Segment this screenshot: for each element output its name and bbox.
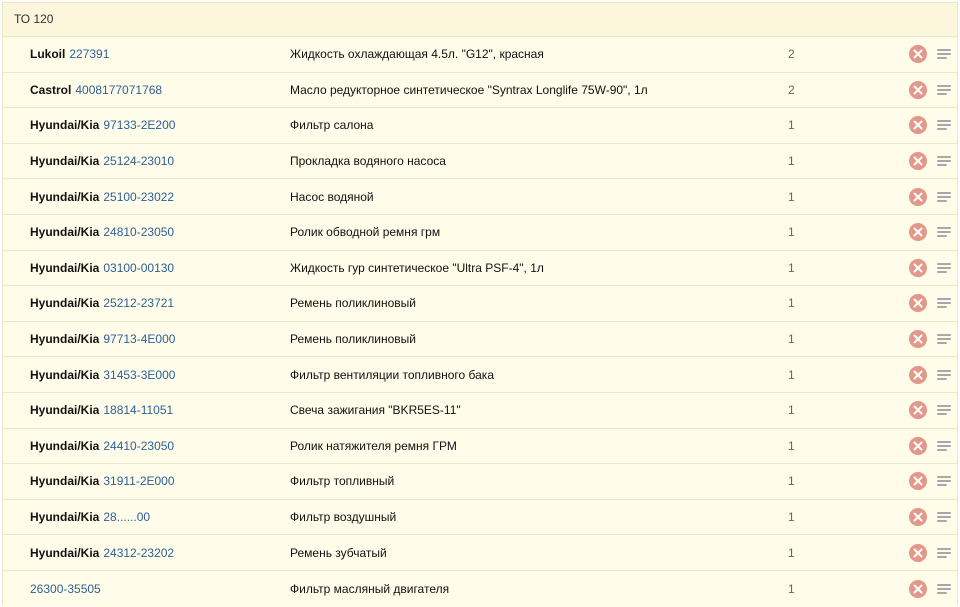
drag-handle-icon[interactable] [937, 333, 951, 345]
remove-x-icon [913, 370, 923, 380]
remove-button[interactable] [909, 188, 927, 206]
part-id [30, 215, 174, 250]
part-code-link[interactable]: 26300-35505 [30, 581, 101, 596]
part-code-link[interactable]: 24810-23050 [103, 225, 175, 240]
part-code-link[interactable]: 97133-2E200 [103, 118, 176, 133]
remove-x-icon [913, 512, 923, 522]
part-brand: Hyundai/Kia [30, 118, 100, 133]
part-id [30, 286, 174, 321]
part-brand: Hyundai/Kia [30, 154, 100, 169]
drag-handle-icon[interactable] [937, 297, 951, 309]
remove-button[interactable] [909, 366, 927, 384]
parts-list [3, 37, 957, 607]
remove-button[interactable] [909, 81, 927, 99]
drag-handle-icon[interactable] [937, 84, 951, 96]
part-code-link[interactable]: 24312-23202 [103, 545, 175, 560]
part-row [3, 251, 957, 287]
part-brand: Hyundai/Kia [30, 545, 100, 560]
part-id [30, 500, 150, 535]
part-quantity: 1 [788, 403, 795, 418]
part-quantity: 1 [788, 225, 795, 240]
part-id [30, 37, 109, 72]
part-description: Прокладка водяного насоса [290, 154, 446, 169]
part-quantity: 1 [788, 510, 795, 525]
part-brand: Hyundai/Kia [30, 367, 100, 382]
part-brand: Hyundai/Kia [30, 296, 100, 311]
remove-x-icon [913, 263, 923, 273]
remove-button[interactable] [909, 437, 927, 455]
part-code-link[interactable]: 28......00 [103, 510, 151, 525]
part-brand: Hyundai/Kia [30, 510, 100, 525]
part-description: Насос водяной [290, 189, 374, 204]
drag-handle-icon[interactable] [937, 440, 951, 452]
remove-button[interactable] [909, 544, 927, 562]
part-quantity: 1 [788, 260, 795, 275]
part-description: Ролик обводной ремня грм [290, 225, 441, 240]
part-code-link[interactable]: 03100-00130 [103, 260, 175, 275]
part-brand: Hyundai/Kia [30, 474, 100, 489]
remove-button[interactable] [909, 116, 927, 134]
remove-button[interactable] [909, 223, 927, 241]
drag-handle-icon[interactable] [937, 475, 951, 487]
remove-x-icon [913, 334, 923, 344]
part-quantity: 1 [788, 154, 795, 169]
part-brand: Hyundai/Kia [30, 260, 100, 275]
drag-handle-icon[interactable] [937, 48, 951, 60]
part-row [3, 322, 957, 358]
remove-x-icon [913, 548, 923, 558]
drag-handle-icon[interactable] [937, 262, 951, 274]
remove-button[interactable] [909, 580, 927, 598]
part-row [3, 286, 957, 322]
part-description: Фильтр воздушный [290, 510, 397, 525]
remove-x-icon [913, 156, 923, 166]
part-row [3, 179, 957, 215]
maintenance-list-panel [2, 2, 958, 605]
part-id [30, 464, 175, 499]
part-quantity: 1 [788, 332, 795, 347]
remove-button[interactable] [909, 330, 927, 348]
remove-x-icon [913, 298, 923, 308]
part-row [3, 429, 957, 465]
drag-handle-icon[interactable] [937, 404, 951, 416]
part-quantity: 1 [788, 545, 795, 560]
remove-button[interactable] [909, 152, 927, 170]
part-row [3, 500, 957, 536]
part-quantity: 1 [788, 438, 795, 453]
part-quantity: 2 [788, 47, 795, 62]
remove-x-icon [913, 441, 923, 451]
part-row [3, 37, 957, 73]
part-id [30, 357, 175, 392]
part-code-link[interactable]: 227391 [69, 47, 110, 62]
part-id [30, 179, 174, 214]
part-description: Ремень зубчатый [290, 545, 387, 560]
part-row [3, 393, 957, 429]
part-id [30, 144, 174, 179]
part-description: Ремень поликлиновый [290, 332, 416, 347]
part-quantity: 1 [788, 367, 795, 382]
part-id [30, 251, 174, 286]
part-id [30, 73, 162, 108]
part-brand: Castrol [30, 82, 72, 97]
part-brand: Hyundai/Kia [30, 225, 100, 240]
part-row [3, 73, 957, 109]
part-description: Ролик натяжителя ремня ГРМ [290, 438, 457, 453]
remove-x-icon [913, 49, 923, 59]
part-code-link[interactable]: 97713-4E000 [103, 332, 176, 347]
part-row [3, 215, 957, 251]
drag-handle-icon[interactable] [937, 226, 951, 238]
remove-button[interactable] [909, 294, 927, 312]
part-description: Фильтр вентиляции топливного бака [290, 367, 494, 382]
part-id [30, 571, 101, 607]
part-row [3, 108, 957, 144]
part-description: Фильтр салона [290, 118, 374, 133]
remove-x-icon [913, 192, 923, 202]
remove-x-icon [913, 227, 923, 237]
part-id [30, 322, 175, 357]
part-quantity: 1 [788, 474, 795, 489]
remove-button[interactable] [909, 45, 927, 63]
drag-handle-icon[interactable] [937, 155, 951, 167]
part-quantity: 1 [788, 189, 795, 204]
part-row [3, 357, 957, 393]
drag-handle-icon[interactable] [937, 191, 951, 203]
part-code-link[interactable]: 18814-11051 [103, 403, 174, 418]
part-code-link[interactable]: 31453-3E000 [103, 367, 176, 382]
part-id [30, 429, 174, 464]
remove-x-icon [913, 405, 923, 415]
drag-handle-icon[interactable] [937, 547, 951, 559]
part-brand: Hyundai/Kia [30, 189, 100, 204]
part-description: Ремень поликлиновый [290, 296, 416, 311]
remove-button[interactable] [909, 472, 927, 490]
drag-handle-icon[interactable] [937, 369, 951, 381]
part-row [3, 144, 957, 180]
part-brand: Hyundai/Kia [30, 438, 100, 453]
remove-x-icon [913, 120, 923, 130]
part-row [3, 571, 957, 607]
drag-handle-icon[interactable] [937, 119, 951, 131]
remove-x-icon [913, 584, 923, 594]
part-quantity: 1 [788, 296, 795, 311]
part-brand: Hyundai/Kia [30, 332, 100, 347]
part-description: Фильтр масляный двигателя [290, 581, 450, 596]
part-quantity: 1 [788, 118, 795, 133]
remove-button[interactable] [909, 259, 927, 277]
part-code-link[interactable]: 24410-23050 [103, 438, 175, 453]
part-code-link[interactable]: 4008177071768 [75, 82, 163, 97]
drag-handle-icon[interactable] [937, 511, 951, 523]
part-description: Фильтр топливный [290, 474, 395, 489]
part-quantity: 2 [788, 82, 795, 97]
part-row [3, 464, 957, 500]
drag-handle-icon[interactable] [937, 583, 951, 595]
part-brand: Hyundai/Kia [30, 403, 100, 418]
part-brand: Lukoil [30, 47, 66, 62]
part-row [3, 535, 957, 571]
part-quantity: 1 [788, 581, 795, 596]
remove-x-icon [913, 85, 923, 95]
part-code-link[interactable]: 31911-2E000 [103, 474, 175, 489]
remove-x-icon [913, 476, 923, 486]
part-id [30, 535, 174, 570]
remove-button[interactable] [909, 508, 927, 526]
part-code-link[interactable]: 25124-23010 [103, 154, 175, 169]
part-id [30, 393, 173, 428]
part-description: Свеча зажигания "BKR5ES-11" [290, 403, 461, 418]
part-code-link[interactable]: 25100-23022 [103, 189, 175, 204]
remove-button[interactable] [909, 401, 927, 419]
part-id [30, 108, 175, 143]
part-description: Масло редукторное синтетическое "Syntrax Longlife 75W-90", 1л [290, 82, 648, 97]
section-title: ТО 120 [3, 3, 957, 37]
part-description: Жидкость охлаждающая 4.5л. "G12", красная [290, 47, 544, 62]
part-description: Жидкость гур синтетическое "Ultra PSF-4", 1л [290, 260, 544, 275]
part-code-link[interactable]: 25212-23721 [103, 296, 175, 311]
